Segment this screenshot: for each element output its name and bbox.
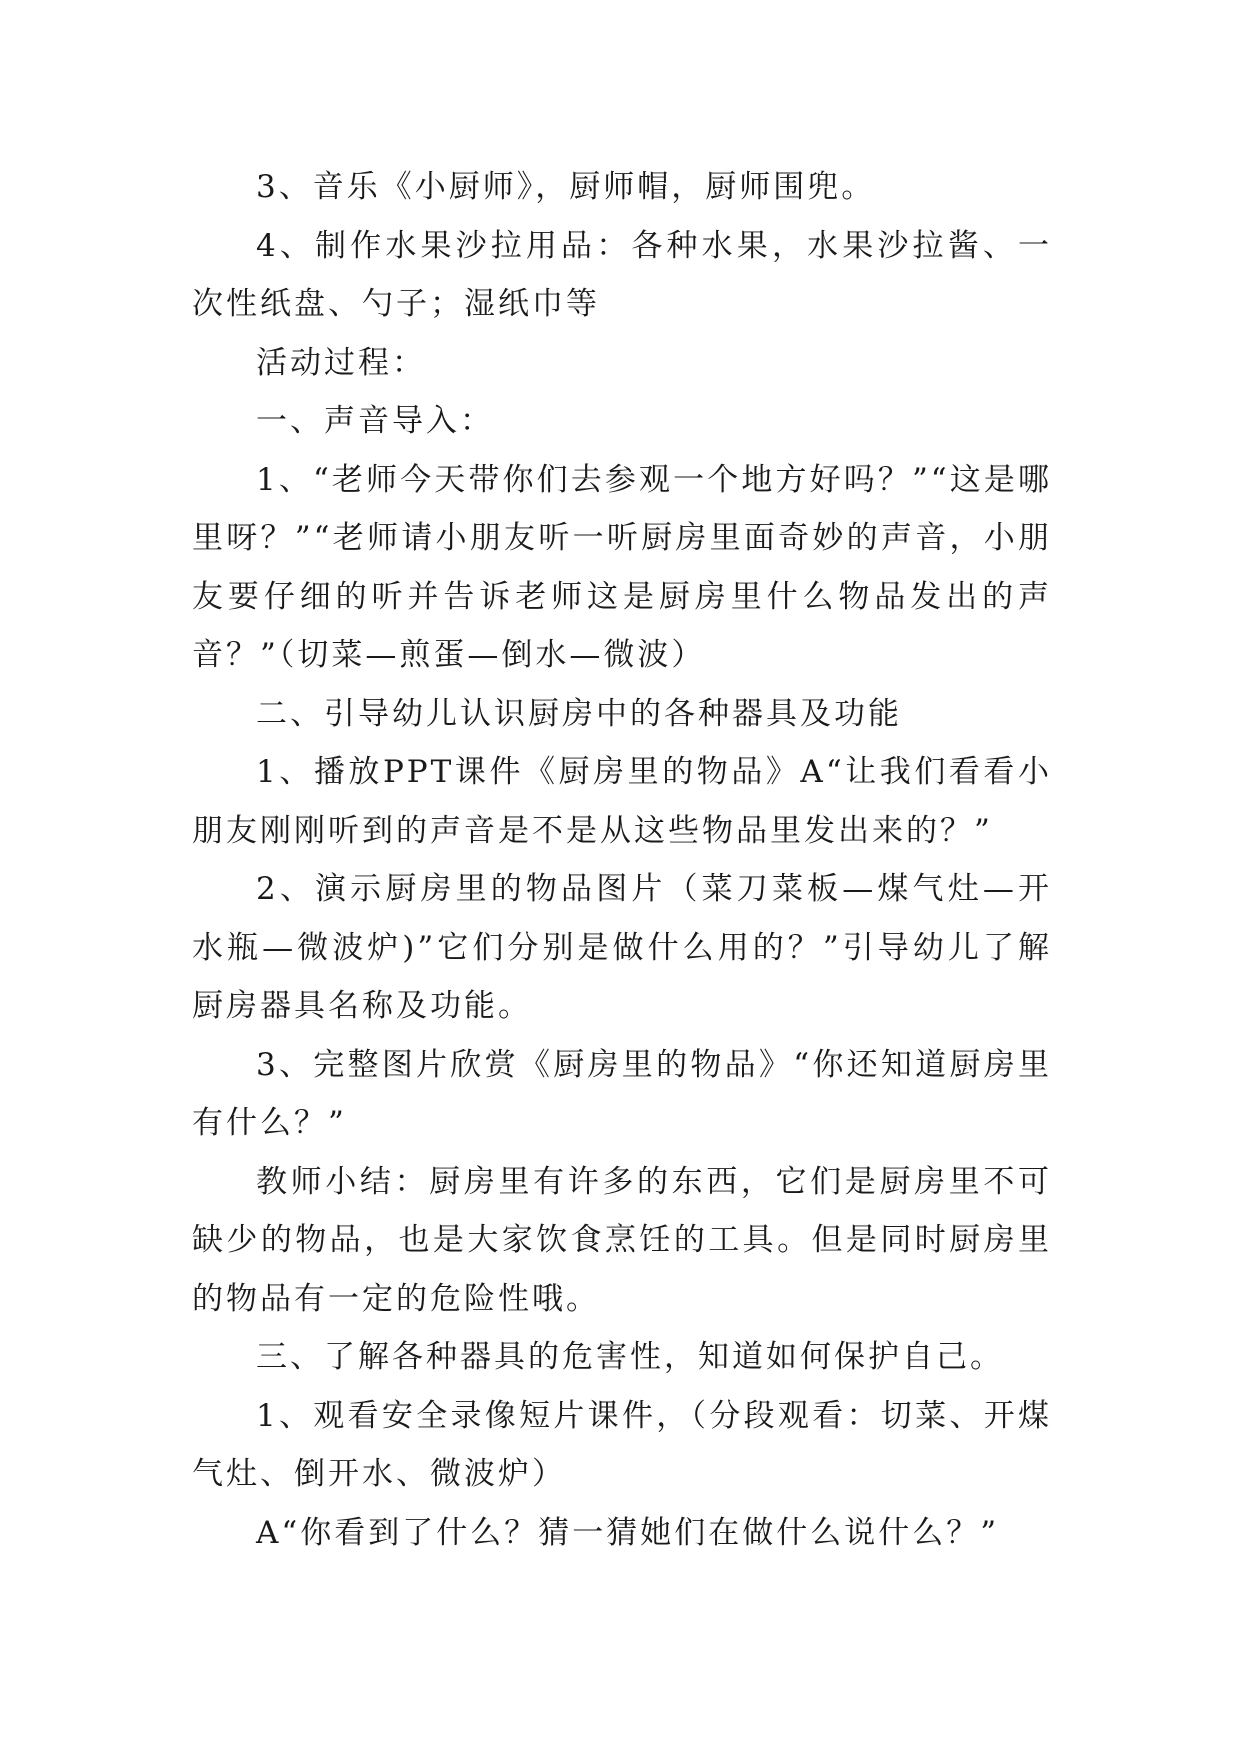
paragraph-kitchen-tools-step-3: 3、完整图片欣赏《厨房里的物品》“你还知道厨房里有什么？” — [192, 1046, 1052, 1141]
paragraph-teacher-summary: 教师小结：厨房里有许多的东西，它们是厨房里不可缺少的物品，也是大家饮食烹饪的工具。但是同时厨房里的物品有一定的危险性哦。 — [192, 1163, 1052, 1317]
paragraph-music-props: 3、音乐《小厨师》，厨师帽，厨师围兜。 — [256, 169, 876, 205]
paragraph-tool-hazards-step-1: 1、观看安全录像短片课件，（分段观看：切菜、开煤气灶、倒开水、微波炉） — [192, 1397, 1052, 1492]
document-body — [192, 158, 1052, 1562]
paragraph-sound-intro-step-1: 1、“老师今天带你们去参观一个地方好吗？”“这是哪里呀？”“老师请小朋友听一听厨房里面奇妙的声音，小朋友要仔细的听并告诉老师这是厨房里什么物品发出的声音？”（切菜—煎蛋—倒水—微波） — [192, 461, 1052, 673]
section-heading-tool-hazards: 三、了解各种器具的危害性，知道如何保护自己。 — [256, 1339, 1004, 1375]
paragraph-activity-process-heading: 活动过程： — [256, 344, 426, 381]
paragraph-kitchen-tools-step-1: 1、播放PPT课件《厨房里的物品》A“让我们看看小朋友刚刚听到的声音是不是从这些物品里发出来的？” — [192, 754, 1052, 849]
paragraph-fruit-salad-supplies: 4、制作水果沙拉用品：各种水果，水果沙拉酱、一次性纸盘、勺子；湿纸巾等 — [192, 227, 1052, 322]
paragraph-tool-hazards-question: A“你看到了什么？猜一猜她们在做什么说什么？” — [256, 1514, 1000, 1551]
section-heading-sound-intro: 一、声音导入： — [256, 403, 494, 439]
paragraph-kitchen-tools-step-2: 2、演示厨房里的物品图片（菜刀菜板—煤气灶—开水瓶—微波炉)”它们分别是做什么用的？”引导幼儿了解厨房器具名称及功能。 — [192, 871, 1052, 1024]
section-heading-kitchen-tools: 二、引导幼儿认识厨房中的各种器具及功能 — [256, 695, 902, 732]
